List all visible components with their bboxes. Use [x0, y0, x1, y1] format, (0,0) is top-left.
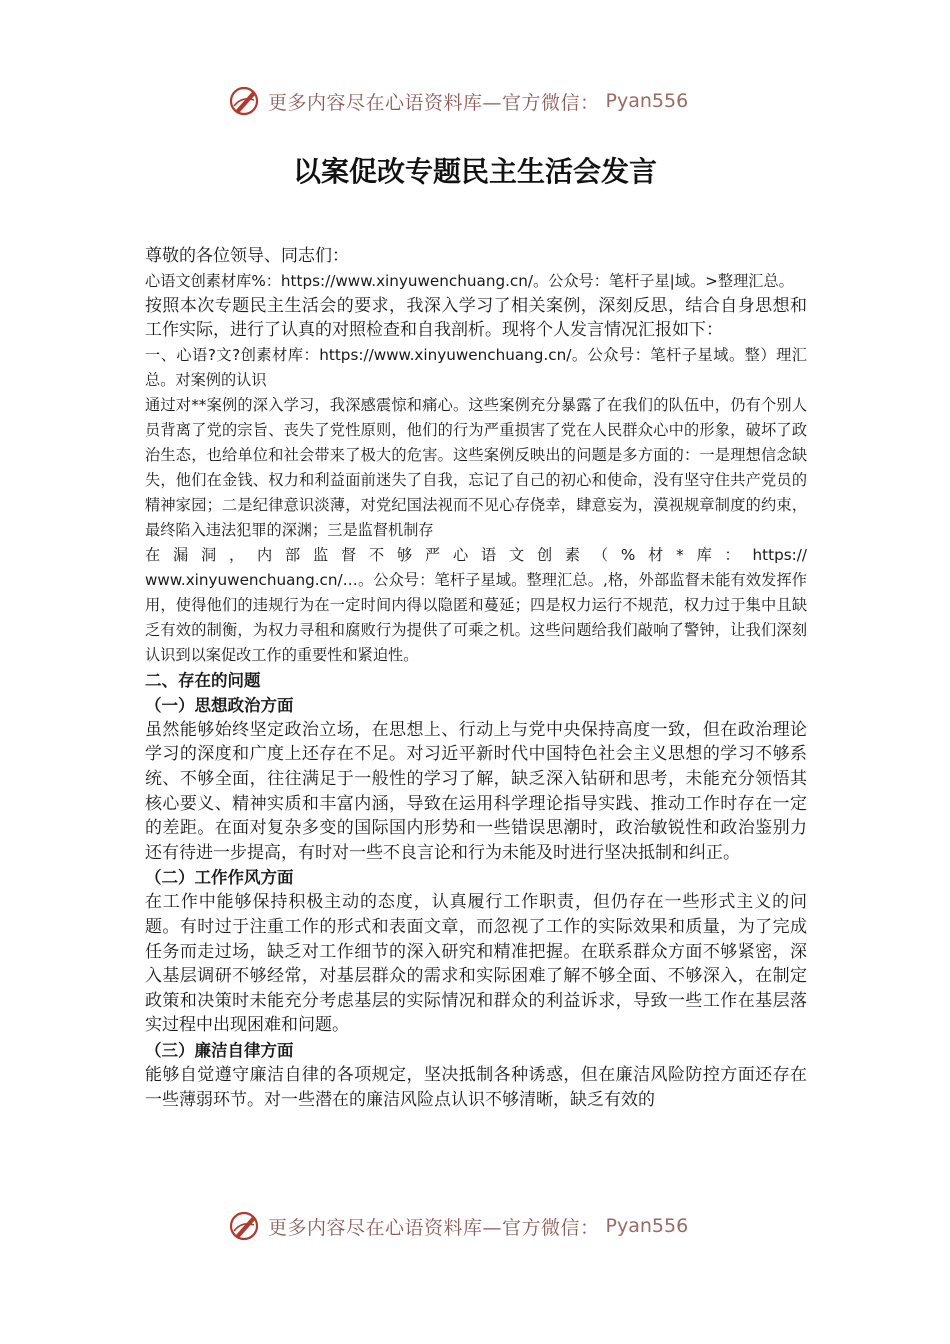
pen-swirl-icon [228, 84, 262, 118]
subsection-1-heading: （一）思想政治方面 [145, 695, 294, 715]
banner-wechat-id: Pyan556 [605, 1215, 689, 1237]
section-2-heading: 二、存在的问题 [145, 670, 261, 690]
section-1-heading: 一、心语?文?创素材库：https://www.xinyuwenchuang.cn/。公众号：笔杆子星域。整）理汇总。对案例的认识 [145, 345, 807, 389]
section-1-paragraph-a: 通过对**案例的深入学习，我深感震惊和痛心。这些案例充分暴露了在我们的队伍中，仍有个别人员背离了党的宗旨、丧失了党性原则，他们的行为严重损害了党在人民群众心中的形象，破坏了政治生态，也给单位和社会带来了极大的危害。这些案例反映出的问题是多方面的：一是理想信念缺失，他们在金钱、权力和利益面前迷失了自我，忘记了自己的初心和使命，没有坚守住共产党员的精神家园；二是纪律意识淡薄，对党纪国法视而不见心存侥幸，肆意妄为，漠视规章制度的约束，最终陷入违法犯罪的深渊；三是监督机制存 [145, 395, 807, 539]
footer-watermark-banner [228, 1209, 728, 1243]
source-line: 心语文创素材库%：https://www.xinyuwenchuang.cn/。公众号：笔杆子星|域。>整理汇总。 [145, 271, 794, 290]
subsection-2-heading: （二）工作作风方面 [145, 868, 294, 888]
header-watermark-banner [228, 84, 728, 118]
document-body [145, 244, 807, 1112]
subsection-2-paragraph: 在工作中能够保持积极主动的态度，认真履行工作职责，但仍存在一些形式主义的问题。有时过于注重工作的形式和表面文章，而忽视了工作的实际效果和质量，为了完成任务而走过场，缺乏对工作细节的深入研究和精准把握。在联系群众方面不够紧密，深入基层调研不够经常，对基层群众的需求和实际困难了解不够全面、不够深入，在制定政策和决策时未能充分考虑基层的实际情况和群众的利益诉求，导致一些工作在基层落实过程中出现困难和问题。 [145, 892, 807, 1036]
section-1-paragraph-c: www.xinyuwenchuang.cn/…。公众号：笔杆子星域。整理汇总。,格，外部监督未能有效发挥作用，使得他们的违规行为在一定时间内得以隐匿和蔓延；四是权力运行不规范，权力过于集中且缺乏有效的制衡，为权力寻租和腐败行为提供了可乘之机。这些问题给我们敲响了警钟，让我们深刻认识到以案促改工作的重要性和紧迫性。 [145, 570, 807, 664]
document-title: 以案促改专题民主生活会发言 [292, 155, 657, 188]
subsection-3-heading: （三）廉洁自律方面 [145, 1040, 294, 1060]
subsection-1-paragraph: 虽然能够始终坚定政治立场，在思想上、行动上与党中央保持高度一致，但在政治理论学习的深度和广度上还存在不足。对习近平新时代中国特色社会主义思想的学习不够系统、不够全面，往往满足于一般性的学习了解，缺乏深入钻研和思考，未能充分领悟其核心要义、精神实质和丰富内涵，导致在运用科学理论指导实践、推动工作时存在一定的差距。在面对复杂多变的国际国内形势和一些错误思潮时，政治敏锐性和政治鉴别力还有待进一步提高，有时对一些不良言论和行为未能及时进行坚决抵制和纠正。 [145, 719, 807, 863]
intro-paragraph: 按照本次专题民主生活会的要求，我深入学习了相关案例，深刻反思，结合自身思想和工作实际，进行了认真的对照检查和自我剖析。现将个人发言情况汇报如下： [145, 295, 807, 341]
section-1-paragraph-b: 在漏洞，内部监督不够严心语文创素（%材*库：https:// [145, 545, 807, 564]
banner-text: 更多内容尽在心语资料库—官方微信： [268, 91, 600, 114]
banner-text: 更多内容尽在心语资料库—官方微信： [268, 1216, 600, 1239]
banner-wechat-id: Pyan556 [605, 90, 689, 112]
salutation: 尊敬的各位领导、同志们： [145, 246, 349, 266]
subsection-3-paragraph: 能够自觉遵守廉洁自律的各项规定，坚决抵制各种诱惑，但在廉洁风险防控方面还存在一些薄弱环节。对一些潜在的廉洁风险点认识不够清晰，缺乏有效的 [145, 1064, 807, 1110]
pen-swirl-icon [228, 1209, 262, 1243]
